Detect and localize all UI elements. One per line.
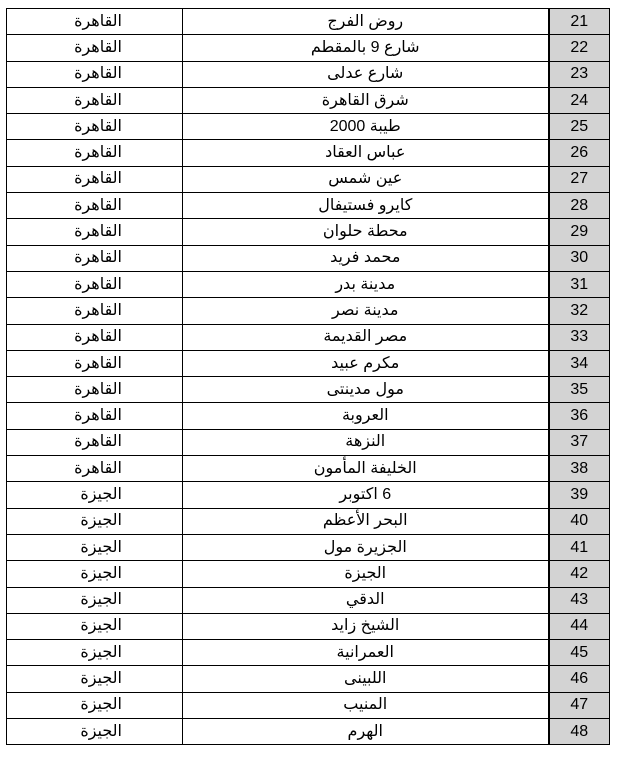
city-cell[interactable]: القاهرة — [7, 35, 183, 61]
row-number-cell[interactable]: 27 — [549, 166, 610, 192]
branch-name-cell[interactable]: طيبة 2000 — [183, 114, 549, 140]
table-row — [7, 350, 610, 376]
row-number-cell[interactable]: 43 — [549, 587, 610, 613]
row-number-cell[interactable]: 35 — [549, 377, 610, 403]
branch-name-cell[interactable]: الهرم — [183, 719, 549, 745]
city-cell[interactable]: الجيزة — [7, 719, 183, 745]
branch-name-cell[interactable]: شرق القاهرة — [183, 87, 549, 113]
branch-name-cell[interactable]: مصر القديمة — [183, 324, 549, 350]
table-row — [7, 114, 610, 140]
branch-name-cell[interactable]: العمرانية — [183, 640, 549, 666]
table-row — [7, 87, 610, 113]
branch-name-cell[interactable]: شارع عدلى — [183, 61, 549, 87]
city-cell[interactable]: القاهرة — [7, 166, 183, 192]
city-cell[interactable]: الجيزة — [7, 640, 183, 666]
table-row — [7, 429, 610, 455]
city-cell[interactable]: الجيزة — [7, 482, 183, 508]
branch-name-cell[interactable]: اللبينى — [183, 666, 549, 692]
table-row — [7, 613, 610, 639]
city-cell[interactable]: القاهرة — [7, 429, 183, 455]
city-cell[interactable]: الجيزة — [7, 613, 183, 639]
row-number-cell[interactable]: 23 — [549, 61, 610, 87]
branch-name-cell[interactable]: مدينة نصر — [183, 298, 549, 324]
city-cell[interactable]: القاهرة — [7, 140, 183, 166]
row-number-cell[interactable]: 31 — [549, 271, 610, 297]
table-row — [7, 9, 610, 35]
branch-name-cell[interactable]: الجزيرة مول — [183, 534, 549, 560]
city-cell[interactable]: الجيزة — [7, 692, 183, 718]
table-row — [7, 403, 610, 429]
row-number-cell[interactable]: 26 — [549, 140, 610, 166]
branch-table — [6, 8, 610, 745]
city-cell[interactable]: الجيزة — [7, 534, 183, 560]
row-number-cell[interactable]: 47 — [549, 692, 610, 718]
row-number-cell[interactable]: 30 — [549, 245, 610, 271]
city-cell[interactable]: الجيزة — [7, 508, 183, 534]
table-row — [7, 587, 610, 613]
city-cell[interactable]: القاهرة — [7, 219, 183, 245]
branch-name-cell[interactable]: روض الفرج — [183, 9, 549, 35]
city-cell[interactable]: القاهرة — [7, 271, 183, 297]
branch-name-cell[interactable]: عين شمس — [183, 166, 549, 192]
table-row — [7, 456, 610, 482]
table-row — [7, 324, 610, 350]
city-cell[interactable]: القاهرة — [7, 245, 183, 271]
branch-name-cell[interactable]: النزهة — [183, 429, 549, 455]
row-number-cell[interactable]: 44 — [549, 613, 610, 639]
city-cell[interactable]: القاهرة — [7, 324, 183, 350]
branch-table-body — [7, 9, 610, 745]
branch-name-cell[interactable]: الخليفة المأمون — [183, 456, 549, 482]
branch-name-cell[interactable]: مكرم عبيد — [183, 350, 549, 376]
city-cell[interactable]: الجيزة — [7, 666, 183, 692]
city-cell[interactable]: القاهرة — [7, 377, 183, 403]
branch-name-cell[interactable]: الجيزة — [183, 561, 549, 587]
branch-name-cell[interactable]: الشيخ زايد — [183, 613, 549, 639]
branch-name-cell[interactable]: 6 اكتوبر — [183, 482, 549, 508]
row-number-cell[interactable]: 28 — [549, 193, 610, 219]
city-cell[interactable]: القاهرة — [7, 114, 183, 140]
branch-name-cell[interactable]: الدقي — [183, 587, 549, 613]
row-number-cell[interactable]: 48 — [549, 719, 610, 745]
row-number-cell[interactable]: 40 — [549, 508, 610, 534]
table-row — [7, 298, 610, 324]
branch-name-cell[interactable]: مدينة بدر — [183, 271, 549, 297]
branch-name-cell[interactable]: العروبة — [183, 403, 549, 429]
branch-name-cell[interactable]: البحر الأعظم — [183, 508, 549, 534]
row-number-cell[interactable]: 38 — [549, 456, 610, 482]
row-number-cell[interactable]: 29 — [549, 219, 610, 245]
table-row — [7, 166, 610, 192]
branch-sheet — [6, 8, 609, 745]
city-cell[interactable]: القاهرة — [7, 87, 183, 113]
table-row — [7, 193, 610, 219]
table-row — [7, 719, 610, 745]
row-number-cell[interactable]: 21 — [549, 9, 610, 35]
row-number-cell[interactable]: 33 — [549, 324, 610, 350]
row-number-cell[interactable]: 39 — [549, 482, 610, 508]
branch-name-cell[interactable]: عباس العقاد — [183, 140, 549, 166]
city-cell[interactable]: القاهرة — [7, 403, 183, 429]
table-row — [7, 561, 610, 587]
city-cell[interactable]: القاهرة — [7, 61, 183, 87]
city-cell[interactable]: القاهرة — [7, 298, 183, 324]
table-row — [7, 61, 610, 87]
row-number-cell[interactable]: 34 — [549, 350, 610, 376]
branch-name-cell[interactable]: كايرو فستيفال — [183, 193, 549, 219]
city-cell[interactable]: الجيزة — [7, 587, 183, 613]
table-row — [7, 35, 610, 61]
row-number-cell[interactable]: 24 — [549, 87, 610, 113]
table-row — [7, 271, 610, 297]
row-number-cell[interactable]: 36 — [549, 403, 610, 429]
branch-name-cell[interactable]: مول مدينتى — [183, 377, 549, 403]
row-number-cell[interactable]: 22 — [549, 35, 610, 61]
branch-name-cell[interactable]: شارع 9 بالمقطم — [183, 35, 549, 61]
table-row — [7, 219, 610, 245]
branch-name-cell[interactable]: محطة حلوان — [183, 219, 549, 245]
table-row — [7, 692, 610, 718]
table-row — [7, 534, 610, 560]
table-row — [7, 640, 610, 666]
row-number-cell[interactable]: 37 — [549, 429, 610, 455]
table-row — [7, 140, 610, 166]
city-cell[interactable]: القاهرة — [7, 9, 183, 35]
city-cell[interactable]: القاهرة — [7, 456, 183, 482]
row-number-cell[interactable]: 45 — [549, 640, 610, 666]
table-row — [7, 666, 610, 692]
row-number-cell[interactable]: 46 — [549, 666, 610, 692]
table-row — [7, 245, 610, 271]
row-number-cell[interactable]: 42 — [549, 561, 610, 587]
branch-name-cell[interactable]: محمد فريد — [183, 245, 549, 271]
table-row — [7, 377, 610, 403]
city-cell[interactable]: الجيزة — [7, 561, 183, 587]
row-number-cell[interactable]: 32 — [549, 298, 610, 324]
table-row — [7, 508, 610, 534]
city-cell[interactable]: القاهرة — [7, 193, 183, 219]
city-cell[interactable]: القاهرة — [7, 350, 183, 376]
row-number-cell[interactable]: 25 — [549, 114, 610, 140]
row-number-cell[interactable]: 41 — [549, 534, 610, 560]
branch-name-cell[interactable]: المنيب — [183, 692, 549, 718]
table-row — [7, 482, 610, 508]
